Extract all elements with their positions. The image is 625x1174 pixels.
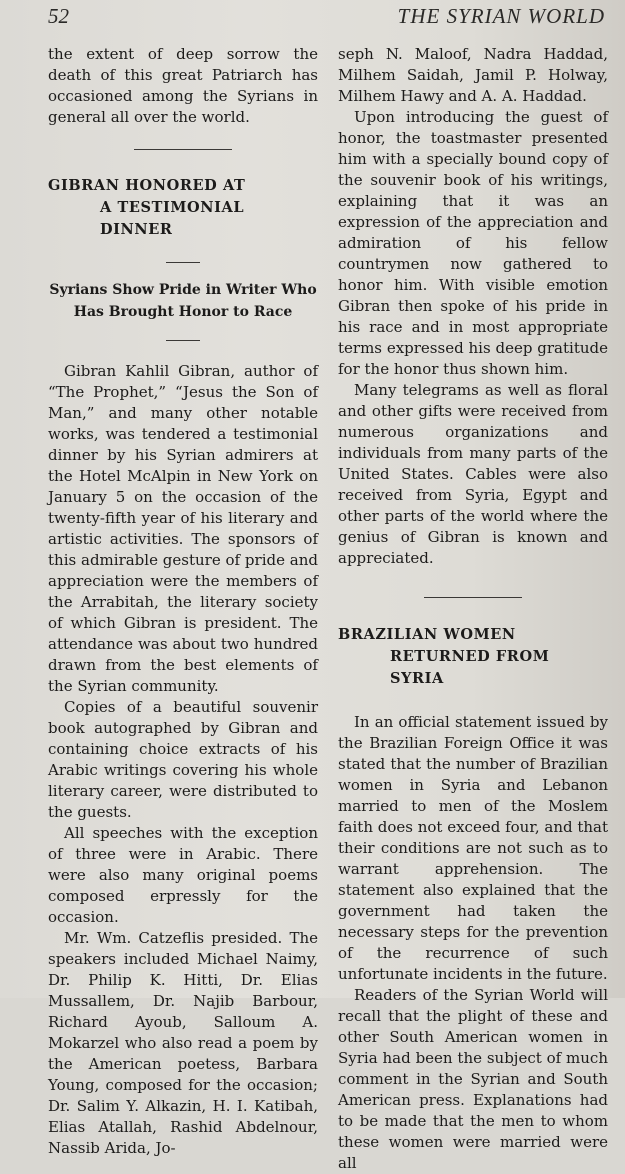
article-heading-brazilian: [338, 624, 608, 690]
article-paragraph: Copies of a beautiful souvenir book autographed by Gibran and containing choice extracts of his Arabic writings covering his whole literary career, were distributed to the guests.: [48, 698, 318, 821]
heading-line: RETURNED FROM SYRIA: [390, 648, 550, 687]
heading-divider: [166, 262, 200, 263]
page-header: [48, 4, 625, 34]
heading-line: GIBRAN HONORED AT: [48, 177, 246, 194]
continued-paragraph: the extent of deep sorrow the death of this great Patriarch has occasioned among the Syrians in general all over the world.: [48, 45, 318, 126]
article-paragraph: Gibran Kahlil Gibran, author of “The Prophet,” “Jesus the Son of Man,” and many other notable works, was tendered a testimonial dinner by his Syrian admirers at the Hotel McAlpin in New York on January 5 on the occasion of the twenty-fifth year of his literary and artistic activities. The sponsors of this admirable gesture of pride and appreciation were the members of the Arrabitah, the literary society of which Gibran is president. The attendance was about two hundred drawn from the best elements of the Syrian community.: [48, 362, 318, 695]
article-paragraph: Mr. Wm. Catzeflis presided. The speakers included Michael Naimy, Dr. Philip K. Hitti, Dr. Elias Mussallem, Dr. Najib Barbour, Richard Ayoub, Salloum A. Mokarzel who also read a poem by the American poetess, Barbara Young, composed for the occasion; Dr. Salim Y. Alkazin, H. I. Katibah, Elias Atallah, Rashid Abdelnour, Nassib Arida, Jo-: [48, 929, 318, 1157]
heading-line: BRAZILIAN WOMEN: [338, 626, 516, 643]
article-paragraph: Readers of the Syrian World will recall that the plight of these and other South American women in Syria had been the subject of much comment in the Syrian and South American press. Explanations had to be made that the men to whom these women were married were all: [338, 986, 608, 1172]
article-body: [338, 712, 608, 1174]
article-paragraph: In an official statement issued by the Brazilian Foreign Office it was stated that the number of Brazilian women in Syria and Lebanon married to men of the Moslem faith does not exceed four, and that their conditions are not such as to warrant apprehension. The statement also explained that the government had taken the necessary steps for the prevention of the recurrence of such unfortunate incidents in the future.: [338, 713, 609, 983]
article-paragraph: Many telegrams as well as floral and other gifts were received from numerous organizations and individuals from many parts of the United States. Cables were also received from Syria, Egypt and other parts of the world where the genius of Gibran is known and appreciated.: [338, 381, 608, 567]
continued-paragraph: seph N. Maloof, Nadra Haddad, Milhem Saidah, Jamil P. Holway, Milhem Hawy and A. A. Haddad.: [338, 45, 608, 105]
subheading-line: Has Brought Honor to Race: [73, 304, 293, 320]
left-column: [48, 44, 318, 1159]
subheading-line: Syrians Show Pride in Writer Who: [49, 282, 317, 298]
subheading-divider: [166, 340, 200, 341]
article-paragraph: All speeches with the exception of three were in Arabic. There were also many original poems composed erpressly for the occasion.: [48, 824, 318, 926]
article-heading-gibran: [48, 175, 318, 241]
section-divider: [424, 597, 522, 598]
section-divider: [134, 149, 232, 150]
running-title: THE SYRIAN WORLD: [397, 4, 605, 28]
article-paragraph: Upon introducing the guest of honor, the toastmaster presented him with a specially bound copy of the souvenir book of his writings, explaining that it was an expression of the appreciation and admiration of his fellow countrymen now gathered to honor him. With visible emotion Gibran then spoke of his pride in his race and in most appropriate terms expressed his deep gratitude for the honor thus shown him.: [338, 108, 608, 378]
right-column: [338, 44, 608, 1174]
page-number: 52: [48, 4, 69, 28]
article-body: [48, 361, 318, 1159]
heading-line: A TESTIMONIAL DINNER: [100, 199, 245, 238]
article-subheading: [48, 279, 318, 323]
